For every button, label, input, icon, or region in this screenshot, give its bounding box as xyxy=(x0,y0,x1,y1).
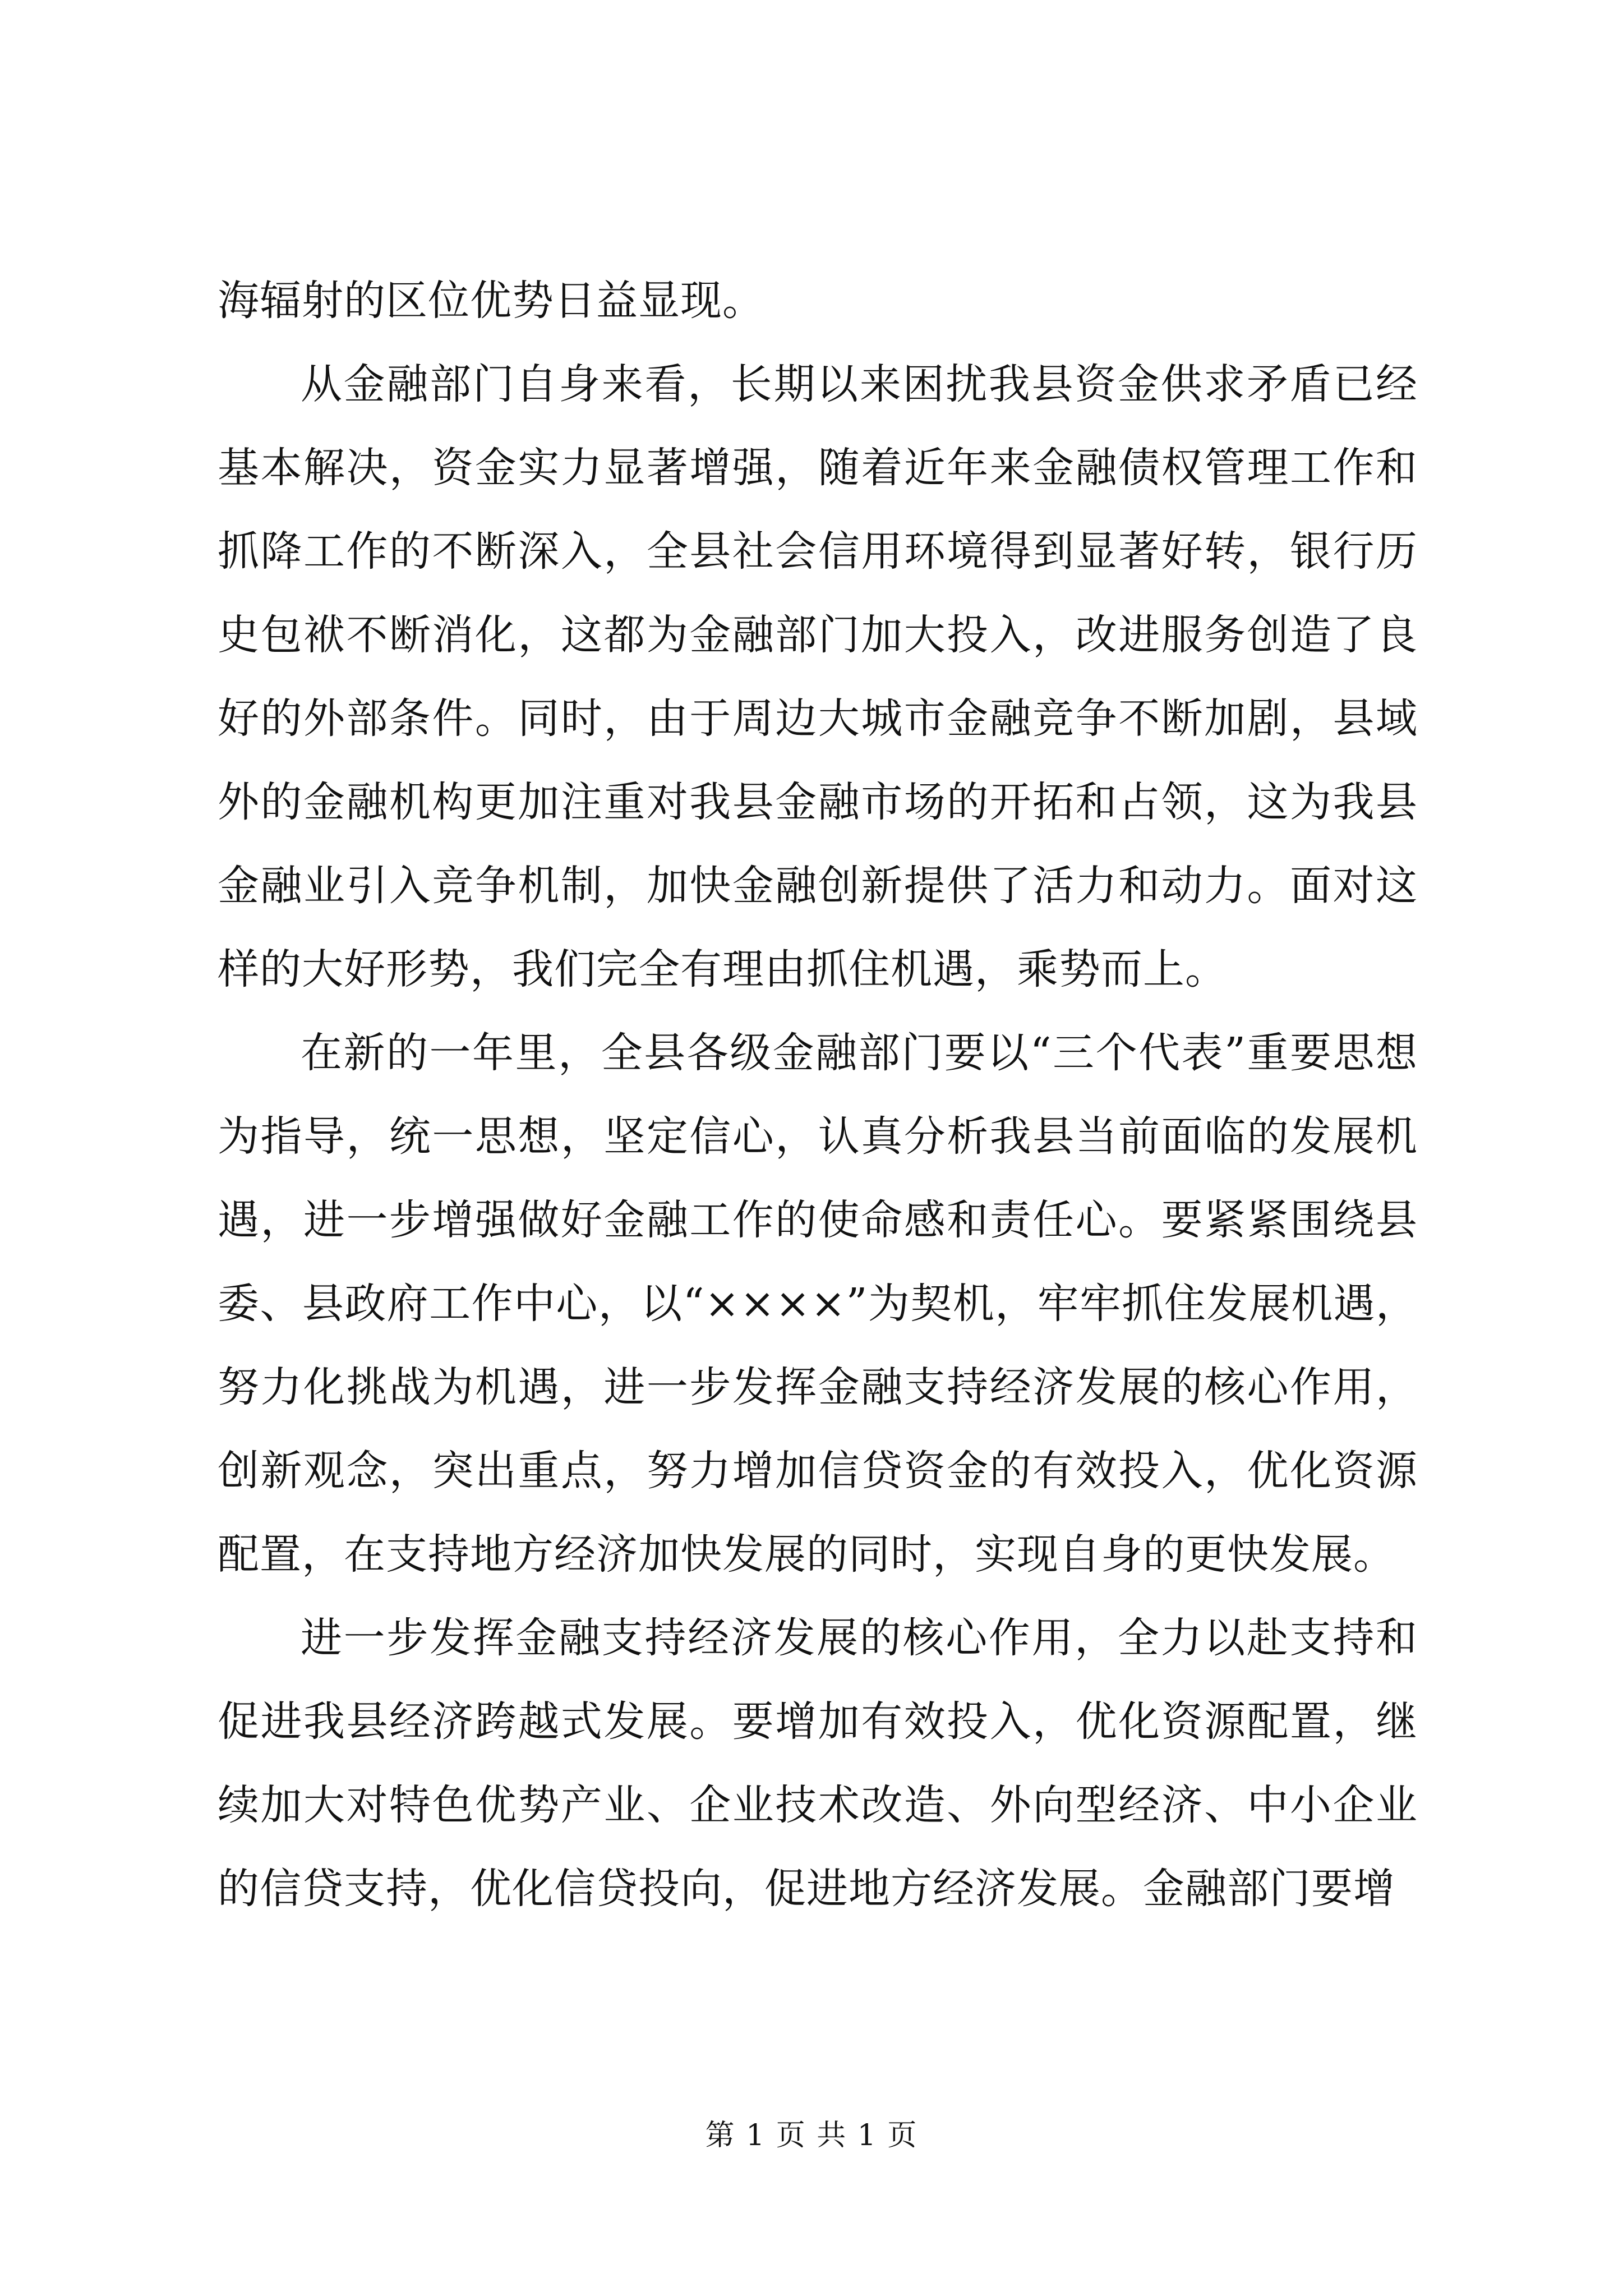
paragraph-1: 海辐射的区位优势日益显现。 xyxy=(218,277,764,325)
paragraph-2: 从金融部门自身来看，长期以来困扰我县资金供求矛盾已经基本解决，资金实力显著增强，随着近年来金融债权管理工作和抓降工作的不断深入，全县社会信用环境得到显著好转，银行历史包袱不断消化，这都为金融部门加大投入，改进服务创造了良好的外部条件。同时，由于周边大城市金融竞争不断加剧，县域外的金融机构更加注重对我县金融市场的开拓和占领，这为我县金融业引入竞争机制，加快金融创新提供了活力和动力。面对这样的大好形势，我们完全有理由抓住机遇，乘势而上。 xyxy=(218,360,1418,993)
page-number-label: 第 1 页 共 1 页 xyxy=(705,2119,918,2152)
page-footer xyxy=(0,2116,1623,2155)
document-body xyxy=(218,259,1418,1931)
paragraph-4: 进一步发挥金融支持经济发展的核心作用，全力以赴支持和促进我县经济跨越式发展。要增加有效投入，优化资源配置，继续加大对特色优势产业、企业技术改造、外向型经济、中小企业的信贷支持，优化信贷投向，促进地方经济发展。金融部门要增 xyxy=(218,1614,1418,1913)
paragraph-3: 在新的一年里，全县各级金融部门要以“三个代表”重要思想为指导，统一思想，坚定信心，认真分析我县当前面临的发展机遇，进一步增强做好金融工作的使命感和责任心。要紧紧围绕县委、县政府工作中心，以“××××”为契机，牢牢抓住发展机遇，努力化挑战为机遇，进一步发挥金融支持经济发展的核心作用，创新观念，突出重点，努力增加信贷资金的有效投入，优化资源配置，在支持地方经济加快发展的同时，实现自身的更快发展。 xyxy=(218,1029,1418,1579)
